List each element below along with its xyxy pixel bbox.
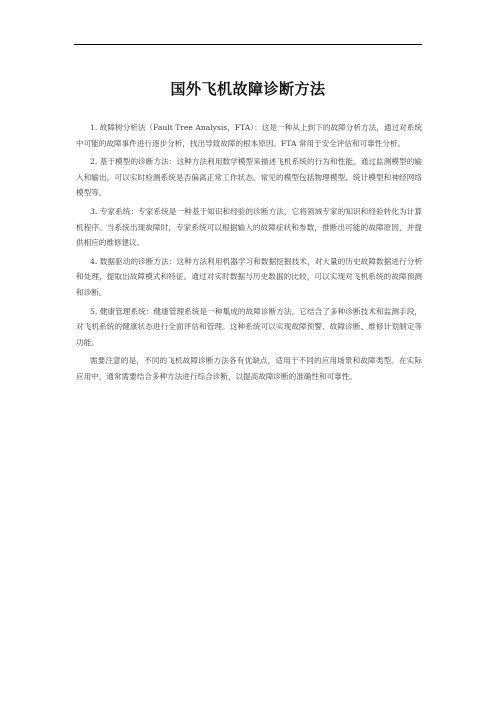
paragraph-expert-system: 3. 专家系统：专家系统是一种基于知识和经验的诊断方法，它将领域专家的知识和经验转化为计算机程序。当系统出现故障时，专家系统可以根据输入的故障症状和参数，推断出可能的故障原因，并提供相应的维修建议。 [76, 206, 422, 248]
document-body [76, 120, 422, 388]
document-title: 国外飞机故障诊断方法 [170, 80, 326, 98]
paragraph-model-based-diagnosis: 2. 基于模型的诊断方法：这种方法利用数学模型来描述飞机系统的行为和性能。通过监测模型的输入和输出，可以实时检测系统是否偏离正常工作状态。常见的模型包括物理模型、统计模型和神经网络模型等。 [76, 157, 422, 198]
paragraph-data-driven-diagnosis: 4. 数据驱动的诊断方法：这种方法利用机器学习和数据挖掘技术，对大量的历史故障数据进行分析和处理，提取出故障模式和特征。通过对实时数据与历史数据的比较，可以实现对飞机系统的故障预测和诊断。 [76, 256, 422, 297]
paragraph-conclusion: 需要注意的是，不同的飞机故障诊断方法各有优缺点，适用于不同的应用场景和故障类型。在实际应用中，通常需要结合多种方法进行综合诊断，以提高故障诊断的准确性和可靠性。 [76, 356, 422, 381]
header-rule [74, 44, 422, 45]
paragraph-fault-tree-analysis: 1. 故障树分析法（Fault Tree Analysis，FTA）：这是一种从上到下的故障分析方法，通过对系统中可能的故障事件进行逐步分析，找出导致故障的根本原因。FTA 常用于安全评估和可靠性分析。 [76, 123, 422, 148]
paragraph-health-management-system: 5. 健康管理系统：健康管理系统是一种集成的故障诊断方法，它结合了多种诊断技术和监测手段，对飞机系统的健康状态进行全面评估和管理。这种系统可以实现故障预警、故障诊断、维修计划制定等功能。 [76, 306, 422, 347]
